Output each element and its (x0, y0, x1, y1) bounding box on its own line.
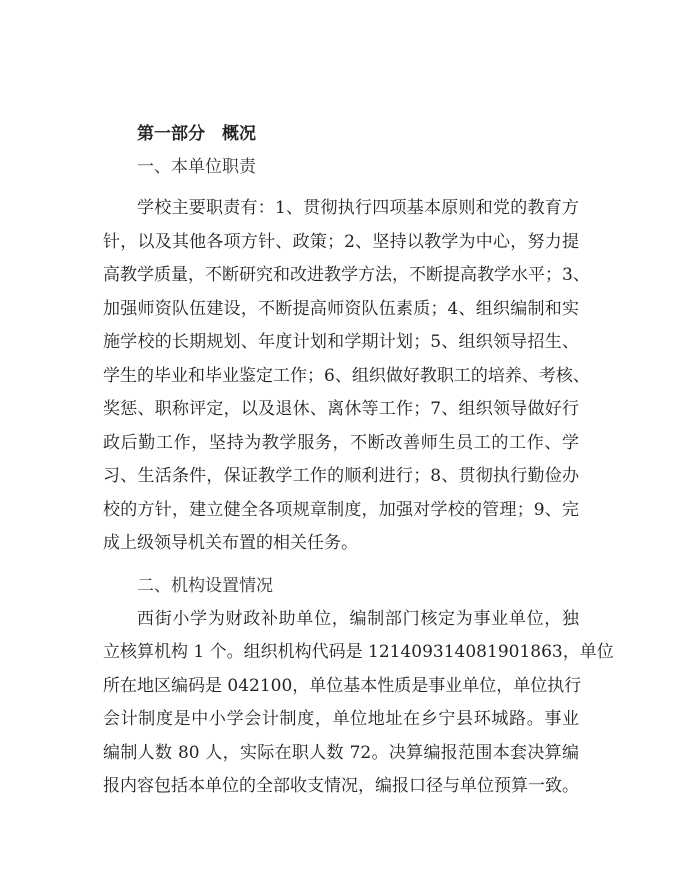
part-heading: 第一部分 概况 (137, 124, 256, 144)
text-line: 习、生活条件，保证教学工作的顺利进行；8、贯彻执行勤俭办 (103, 466, 579, 486)
spacer (103, 561, 579, 569)
section-title-duties: 一、本单位职责 (137, 157, 256, 177)
document-page (103, 118, 614, 804)
text-line: 编制人数 80 人，实际在职人数 72。决算编报范围本套决算编 (103, 742, 579, 763)
text-line: 施学校的长期规划、年度计划和学期计划；5、组织领导招生、 (103, 332, 579, 352)
text-line: 成上级领导机关布置的相关任务。 (103, 533, 358, 553)
text-line: 西街小学为财政补助单位，编制部门核定为事业单位，独 (137, 608, 579, 629)
text-line: 所在地区编码是 042100，单位基本性质是事业单位，单位执行 (103, 675, 582, 696)
text-line: 高教学质量，不断研究和改进教学方法，不断提高教学水平；3、 (103, 265, 590, 285)
text-line: 加强师资队伍建设，不断提高师资队伍素质；4、组织编制和实 (103, 298, 579, 319)
text-line: 针，以及其他各项方针、政策；2、坚持以教学为中心，努力提 (103, 231, 579, 252)
text-line: 政后勤工作，坚持为教学服务，不断改善师生员工的工作、学 (103, 432, 579, 453)
text-line: 报内容包括本单位的全部收支情况，编报口径与单位预算一致。 (103, 776, 579, 796)
text-line: 立核算机构 1 个。组织机构代码是 121409314081901863，单位 (103, 642, 614, 662)
text-line: 校的方针，建立健全各项规章制度，加强对学校的管理；9、完 (103, 499, 579, 520)
paragraph-duties (103, 192, 590, 561)
spacer (103, 184, 579, 192)
text-line: 学校主要职责有：1、贯彻执行四项基本原则和党的教育方 (137, 198, 579, 218)
paragraph-organization (103, 603, 614, 804)
section-title-organization: 二、机构设置情况 (137, 575, 273, 596)
text-line: 奖惩、职称评定，以及退休、离休等工作；7、组织领导做好行 (103, 399, 579, 419)
text-line: 学生的毕业和毕业鉴定工作；6、组织做好教职工的培养、考核、 (103, 365, 590, 386)
text-line: 会计制度是中小学会计制度，单位地址在乡宁县环城路。事业 (103, 709, 579, 729)
